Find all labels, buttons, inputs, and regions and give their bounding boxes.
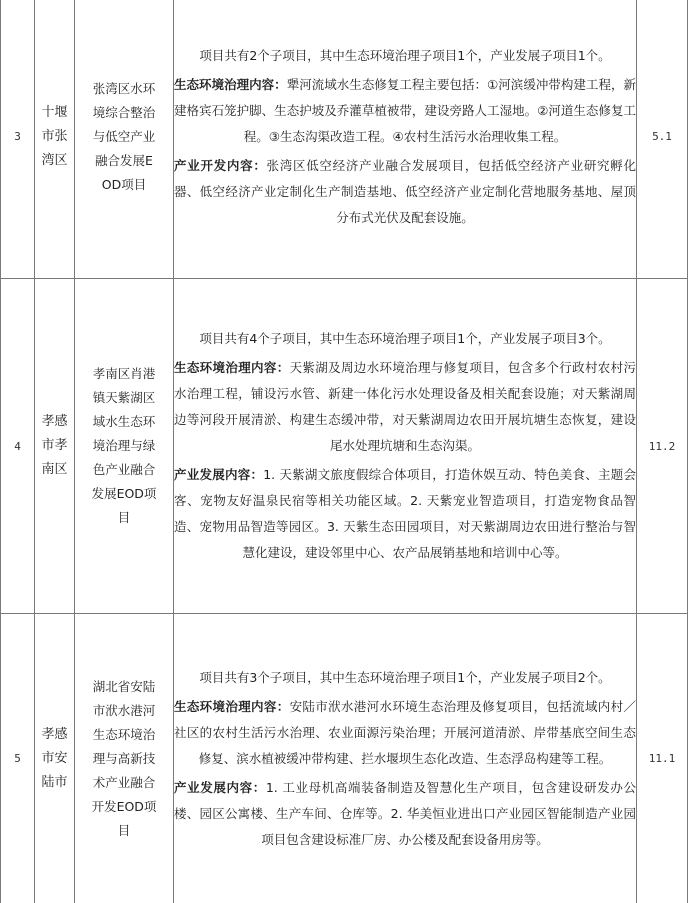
project-name: 湖北省安陆市洑水港河生态环境治理与高新技术产业融合开发EOD项目 xyxy=(91,678,157,838)
eco-label: 生态环境治理内容： xyxy=(174,698,290,714)
city-name: 孝感市孝南区 xyxy=(41,414,68,477)
row-index: 3 xyxy=(1,0,35,279)
project-name: 孝南区肖港镇天紫湖区域水生态环境治理与绿色产业融合发展EOD项目 xyxy=(91,366,157,525)
table-row xyxy=(1,279,688,614)
industry-section xyxy=(174,462,636,566)
project-name-cell xyxy=(75,614,174,903)
eco-section xyxy=(174,694,636,772)
project-name: 张湾区水环境综合整治与低空产业融合发展EOD项目 xyxy=(92,80,156,192)
project-summary: 项目共有4个子项目，其中生态环境治理子项目1个，产业发展子项目3个。 xyxy=(199,331,611,346)
project-content-cell xyxy=(174,0,637,279)
table-row xyxy=(1,614,688,903)
project-name-cell xyxy=(75,279,174,614)
city-cell xyxy=(35,614,75,903)
eco-text: 犟河流域水生态修复工程主要包括：①河滨缓冲带构建工程，新建格宾石笼护脚、生态护坡及乔灌草植被带，建设旁路人工湿地。②河道生态修复工程。③生态沟渠改造工程。④农村生活污水治理收集工程。 xyxy=(174,76,636,144)
eco-text: 天紫湖及周边水环境治理与修复项目，包含多个行政村农村污水治理工程，铺设污水管、新建一体化污水处理设备及相关配套设施；对天紫湖周边等河段开展清淤、构建生态缓冲带，对天紫湖周边农田开展坑塘生态恢复，建设尾水处理坑塘和生态沟渠。 xyxy=(174,360,636,453)
industry-text: 张湾区低空经济产业融合发展项目，包括低空经济产业研究孵化器、低空经济产业定制化生产制造基地、低空经济产业定制化营地服务基地、屋顶分布式光伏及配套设施。 xyxy=(174,157,636,225)
amount-cell: 11.2 xyxy=(637,279,688,614)
row-index: 5 xyxy=(1,614,35,903)
city-name: 十堰市张湾区 xyxy=(41,104,68,168)
industry-text: 1. 天紫湖文旅度假综合体项目，打造休娱互动、特色美食、主题会客、宠物友好温泉民宿等相关功能区域。2. 天紫宠业智造项目，打造宠物食品智造、宠物用品智造等园区。3. 天紫生态田园项目，对天紫湖周边农田进行整治与智慧化建设，建设邻里中心、农产品展销基地和培训中心等。 xyxy=(174,467,636,560)
industry-label: 产业发展内容： xyxy=(174,779,266,795)
project-name-cell xyxy=(75,0,174,279)
project-content-cell xyxy=(174,279,637,614)
table-row xyxy=(1,0,688,279)
amount-cell: 11.1 xyxy=(637,614,688,903)
city-cell xyxy=(35,0,75,279)
industry-label: 产业发展内容： xyxy=(174,467,264,482)
eco-section xyxy=(174,355,636,459)
row-index: 4 xyxy=(1,279,35,614)
industry-text: 1. 工业母机高端装备制造及智慧化生产项目，包含建设研发办公楼、园区公寓楼、生产车间、仓库等。2. 华美恒业进出口产业园区智能制造产业园项目包含建设标准厂房、办公楼及配套设备用房等。 xyxy=(174,779,636,847)
industry-section xyxy=(174,153,636,231)
project-summary: 项目共有2个子项目，其中生态环境治理子项目1个，产业发展子项目1个。 xyxy=(199,47,611,63)
industry-label: 产业开发内容： xyxy=(174,157,267,173)
city-cell xyxy=(35,279,75,614)
project-content-cell xyxy=(174,614,637,903)
eco-text: 安陆市洑水港河水环境生态治理及修复项目，包括流域内村／社区的农村生活污水治理、农业面源污染治理；开展河道清淤、岸带基底空间生态修复、滨水植被缓冲带构建、拦水堰坝生态化改造、生态浮岛构建等工程。 xyxy=(174,698,636,766)
industry-section xyxy=(174,775,636,853)
eco-label: 生态环境治理内容： xyxy=(174,76,287,92)
eco-section xyxy=(174,72,636,150)
amount-cell: 5.1 xyxy=(637,0,688,279)
eco-label: 生态环境治理内容： xyxy=(174,360,290,375)
project-summary: 项目共有3个子项目，其中生态环境治理子项目1个，产业发展子项目2个。 xyxy=(199,669,611,685)
city-name: 孝感市安陆市 xyxy=(41,726,68,790)
